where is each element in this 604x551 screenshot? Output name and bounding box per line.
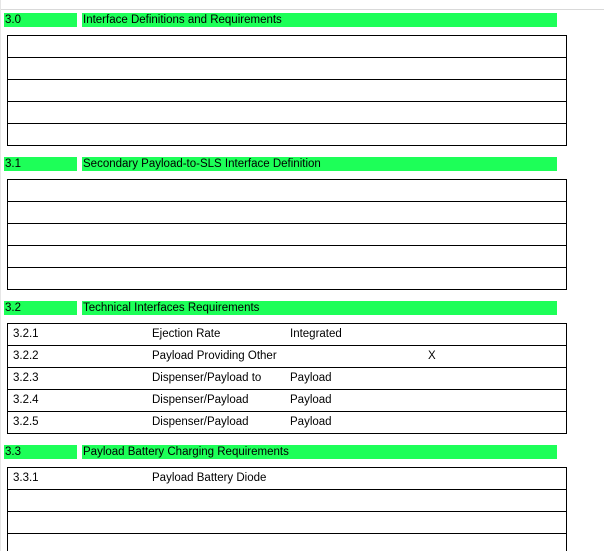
section-table-3-1: [7, 179, 567, 290]
section-header-3-3: [4, 445, 557, 459]
section-number: 3.2: [4, 301, 77, 315]
left-divider: [0, 0, 1, 551]
requirement-name: Payload Providing Other: [152, 350, 277, 362]
section-number: 3.3: [4, 445, 77, 459]
table-row: [8, 180, 566, 202]
table-row: [8, 390, 566, 412]
top-divider: [0, 9, 604, 10]
section-header-3-0: [4, 13, 557, 27]
table-row: [8, 80, 566, 102]
table-row: [8, 224, 566, 246]
section-title: Payload Battery Charging Requirements: [82, 445, 557, 459]
requirement-id: 3.3.1: [13, 472, 39, 484]
table-row: [8, 246, 566, 268]
section-header-3-1: [4, 157, 557, 171]
requirement-value: Payload: [290, 372, 332, 384]
table-row: [8, 268, 566, 290]
requirement-id: 3.2.5: [13, 416, 39, 428]
table-row: [8, 102, 566, 124]
requirement-name: Dispenser/Payload: [152, 394, 249, 406]
section-number: 3.0: [4, 13, 77, 27]
requirement-id: 3.2.3: [13, 372, 39, 384]
requirement-value: Payload: [290, 416, 332, 428]
table-row: [8, 58, 566, 80]
table-row: [8, 36, 566, 58]
requirement-name: Ejection Rate: [152, 328, 221, 340]
section-title: Technical Interfaces Requirements: [82, 301, 557, 315]
requirement-name: Dispenser/Payload to: [152, 372, 262, 384]
requirement-value: Payload: [290, 394, 332, 406]
section-title: Interface Definitions and Requirements: [82, 13, 557, 27]
requirement-id: 3.2.2: [13, 350, 39, 362]
table-row: [8, 512, 566, 534]
table-row: [8, 412, 566, 434]
requirement-id: 3.2.4: [13, 394, 39, 406]
requirement-id: 3.2.1: [13, 328, 39, 340]
table-row: [8, 368, 566, 390]
requirement-name: Dispenser/Payload: [152, 416, 249, 428]
table-row: [8, 346, 566, 368]
table-row: [8, 202, 566, 224]
section-number: 3.1: [4, 157, 77, 171]
requirement-name: Payload Battery Diode: [152, 472, 267, 484]
section-header-3-2: [4, 301, 557, 315]
table-row: [8, 490, 566, 512]
table-row: [8, 124, 566, 146]
table-row: [8, 468, 566, 490]
requirement-mark: X: [428, 350, 436, 362]
section-title: Secondary Payload-to-SLS Interface Definition: [82, 157, 557, 171]
section-table-3-2: [7, 323, 567, 434]
section-table-3-0: [7, 35, 567, 146]
table-row: [8, 534, 566, 551]
table-row: [8, 324, 566, 346]
section-table-3-3: [7, 467, 567, 551]
requirement-value: Integrated: [290, 328, 342, 340]
